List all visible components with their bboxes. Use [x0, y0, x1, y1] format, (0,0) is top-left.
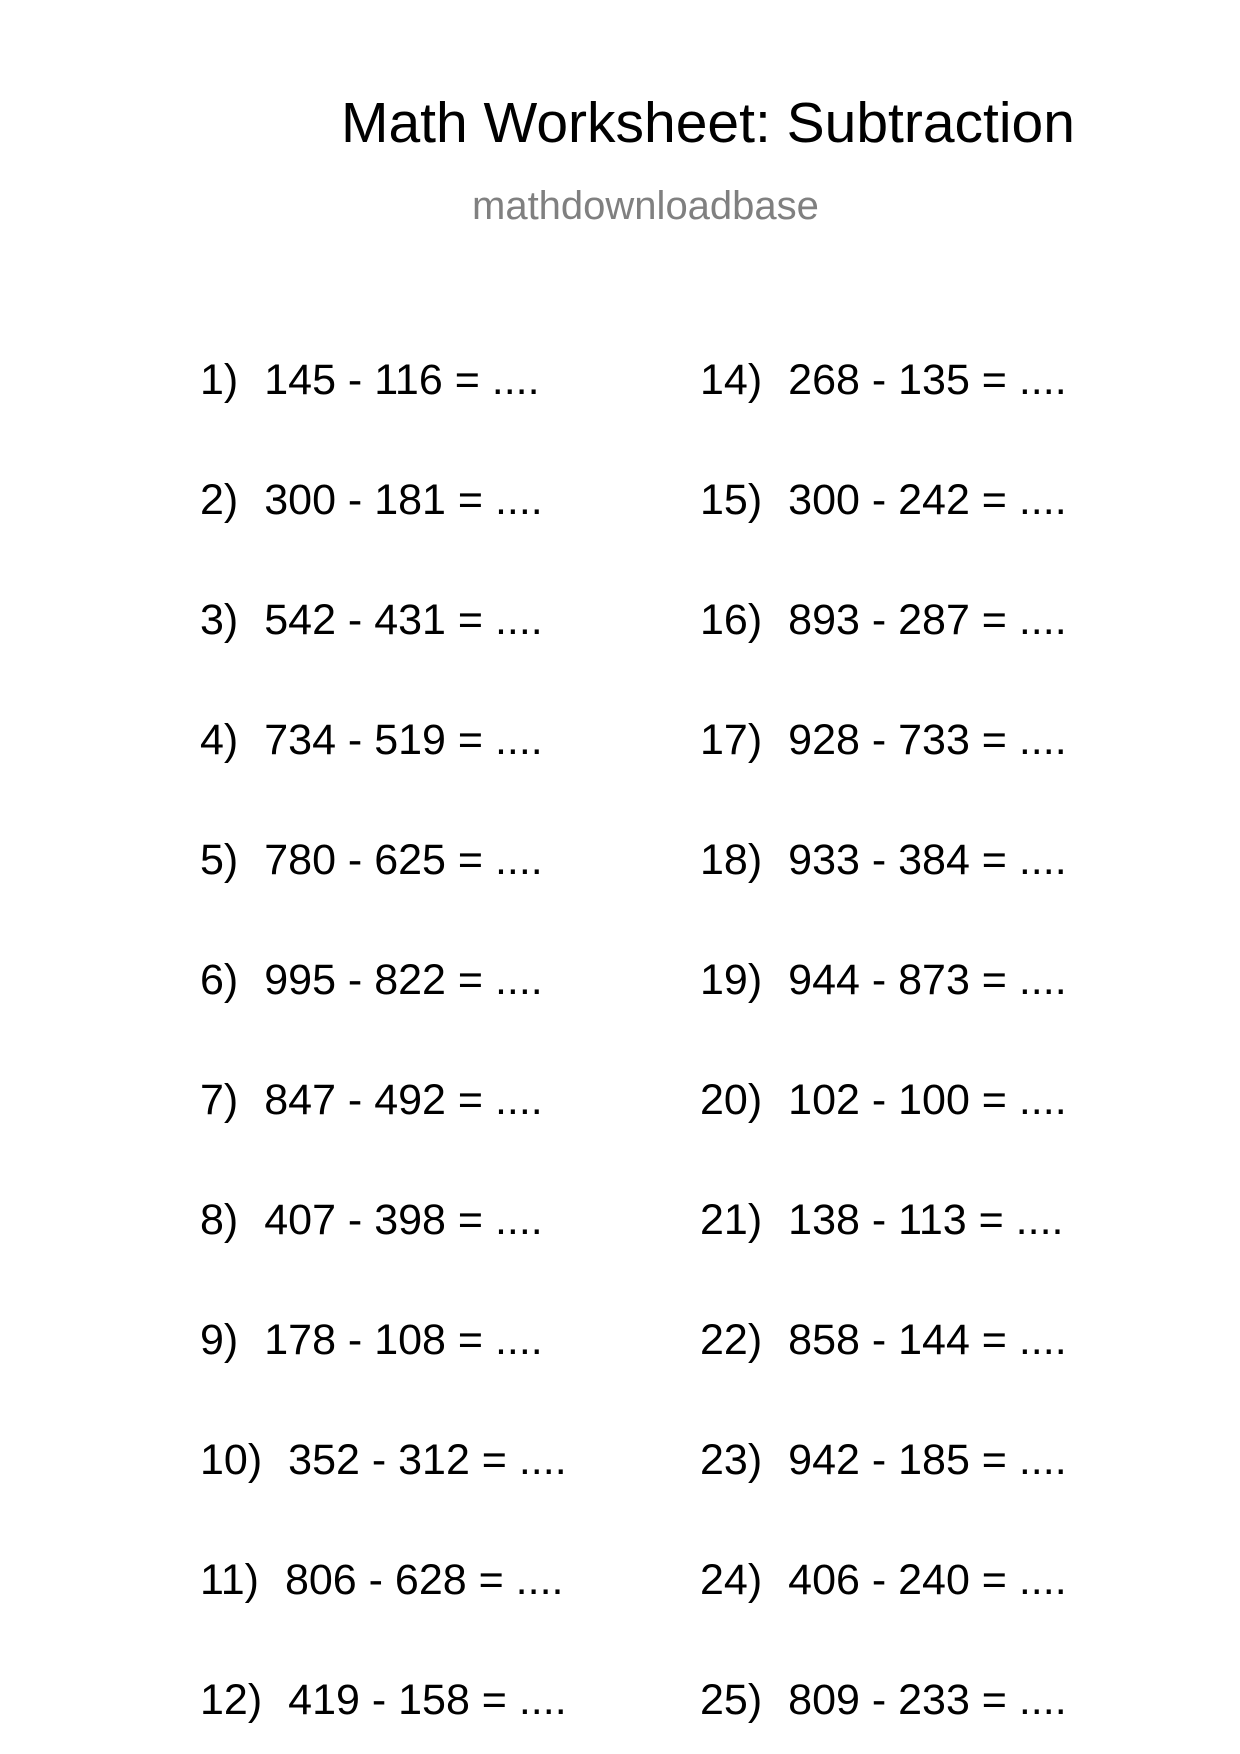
problem-expression: 542 - 431 = .... [264, 596, 543, 644]
problem-expression: 858 - 144 = .... [788, 1316, 1067, 1364]
problem-expression: 780 - 625 = .... [264, 836, 543, 884]
problem-expression: 944 - 873 = .... [788, 956, 1067, 1004]
problem-expression: 806 - 628 = .... [284, 1556, 564, 1604]
problem-item [200, 836, 543, 884]
problem-expression: 995 - 822 = .... [264, 956, 543, 1004]
problem-expression: 352 - 312 = .... [288, 1436, 567, 1484]
problem-expression: 928 - 733 = .... [788, 716, 1067, 764]
problem-number: 14) [700, 356, 763, 404]
problem-item [700, 1436, 1067, 1484]
problem-number: 10) [200, 1436, 263, 1484]
problem-item [700, 836, 1067, 884]
problem-number: 16) [700, 596, 763, 644]
problem-item [200, 956, 543, 1004]
problem-number: 7) [200, 1076, 239, 1124]
problem-number: 11) [200, 1556, 259, 1604]
problem-expression: 268 - 135 = .... [788, 356, 1067, 404]
problem-item [200, 596, 543, 644]
problem-expression: 300 - 181 = .... [264, 476, 543, 524]
problem-number: 6) [200, 956, 239, 1004]
problem-expression: 407 - 398 = .... [264, 1196, 543, 1244]
problem-expression: 734 - 519 = .... [264, 716, 543, 764]
problem-item [700, 1196, 1064, 1244]
problem-expression: 300 - 242 = .... [788, 476, 1067, 524]
problem-item [200, 476, 543, 524]
problem-number: 9) [200, 1316, 239, 1364]
worksheet-title: Math Worksheet: Subtraction [341, 91, 1075, 155]
problem-expression: 406 - 240 = .... [788, 1556, 1067, 1604]
problem-number: 3) [200, 596, 239, 644]
problem-number: 22) [700, 1316, 763, 1364]
problem-number: 4) [200, 716, 239, 764]
problem-expression: 102 - 100 = .... [788, 1076, 1067, 1124]
problem-item [700, 596, 1067, 644]
problem-number: 25) [700, 1676, 763, 1724]
problem-number: 24) [700, 1556, 763, 1604]
problem-item [700, 356, 1067, 404]
problem-number: 2) [200, 476, 239, 524]
problem-expression: 145 - 116 = .... [264, 356, 540, 404]
problem-number: 1) [200, 356, 239, 404]
problem-item [200, 1316, 543, 1364]
problem-number: 19) [700, 956, 763, 1004]
problem-item [700, 1316, 1067, 1364]
problem-number: 15) [700, 476, 763, 524]
problem-item [700, 956, 1067, 1004]
problem-number: 17) [700, 716, 763, 764]
problem-item [200, 356, 540, 404]
problem-number: 18) [700, 836, 763, 884]
problem-expression: 847 - 492 = .... [264, 1076, 543, 1124]
problem-item [200, 1676, 567, 1724]
problem-expression: 178 - 108 = .... [264, 1316, 543, 1364]
problem-expression: 419 - 158 = .... [288, 1676, 567, 1724]
problem-number: 21) [700, 1196, 763, 1244]
problem-expression: 933 - 384 = .... [788, 836, 1067, 884]
worksheet-subtitle: mathdownloadbase [472, 184, 819, 228]
problem-expression: 942 - 185 = .... [788, 1436, 1067, 1484]
problem-item [700, 1076, 1067, 1124]
problem-item [700, 476, 1067, 524]
problem-item [200, 1556, 564, 1604]
problem-item [700, 716, 1067, 764]
problem-item [700, 1556, 1067, 1604]
problem-item [200, 1436, 567, 1484]
problem-expression: 893 - 287 = .... [788, 596, 1067, 644]
problem-number: 20) [700, 1076, 763, 1124]
problem-number: 12) [200, 1676, 263, 1724]
problem-item [700, 1676, 1067, 1724]
problem-number: 8) [200, 1196, 239, 1244]
problem-expression: 138 - 113 = .... [788, 1196, 1064, 1244]
problem-item [200, 1076, 543, 1124]
problem-item [200, 1196, 543, 1244]
problem-item [200, 716, 543, 764]
problem-expression: 809 - 233 = .... [788, 1676, 1067, 1724]
problem-number: 23) [700, 1436, 763, 1484]
problem-number: 5) [200, 836, 239, 884]
